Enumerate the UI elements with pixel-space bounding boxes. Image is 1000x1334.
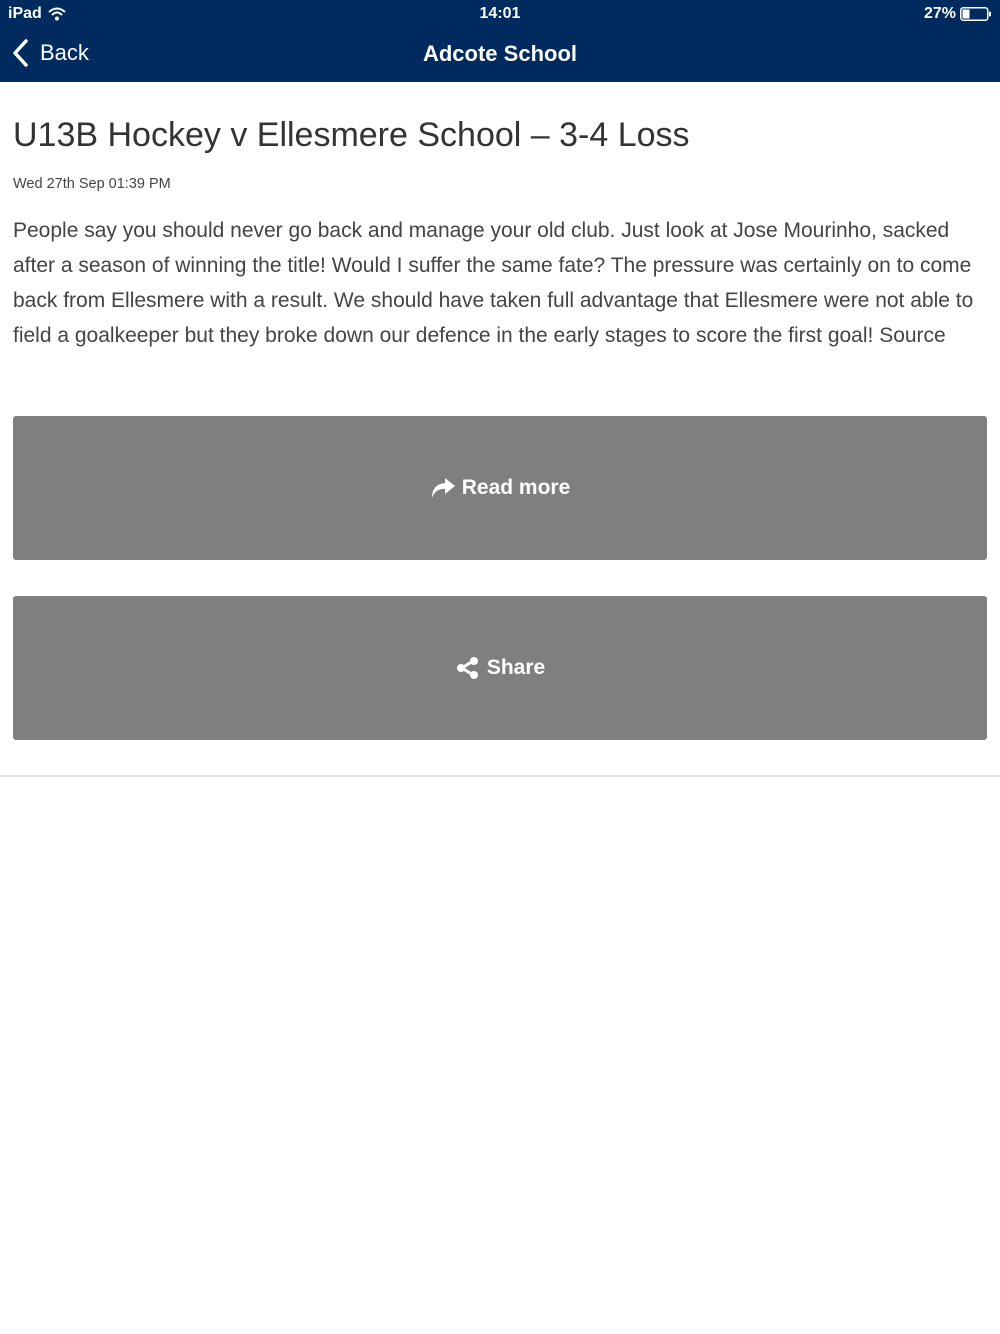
article-title: U13B Hockey v Ellesmere School – 3-4 Loss: [13, 116, 690, 154]
article-date: Wed 27th Sep 01:39 PM: [13, 176, 171, 192]
device-label: iPad: [8, 5, 42, 22]
status-bar: [0, 0, 1000, 28]
nav-bar: [0, 28, 1000, 82]
share-label: Share: [486, 656, 546, 679]
share-button[interactable]: [13, 596, 987, 740]
share-arrow-icon: [430, 476, 456, 500]
back-label: Back: [40, 40, 89, 65]
divider: [0, 775, 1000, 777]
battery-icon: [960, 7, 992, 21]
article-content: [13, 82, 987, 353]
status-time: 14:01: [479, 5, 521, 22]
nav-title: Adcote School: [422, 41, 577, 66]
battery-percent: 27%: [923, 5, 956, 22]
status-right: [924, 5, 992, 23]
article-body: People say you should never go back and manage your old club. Just look at Jose Mourinho, sacked after a season of winning the title! Would I suffer the same fate? The pressure was certainly on to come back from Ellesmere with a result. We should have taken full advantage that Ellesmere were not able to field a goalkeeper but they broke down our defence in the early stages to score the first goal! Source: [13, 219, 974, 347]
app-header: [0, 0, 1000, 82]
share-nodes-icon: [455, 656, 481, 680]
read-more-label: Read more: [461, 476, 571, 499]
read-more-button[interactable]: [13, 416, 987, 560]
